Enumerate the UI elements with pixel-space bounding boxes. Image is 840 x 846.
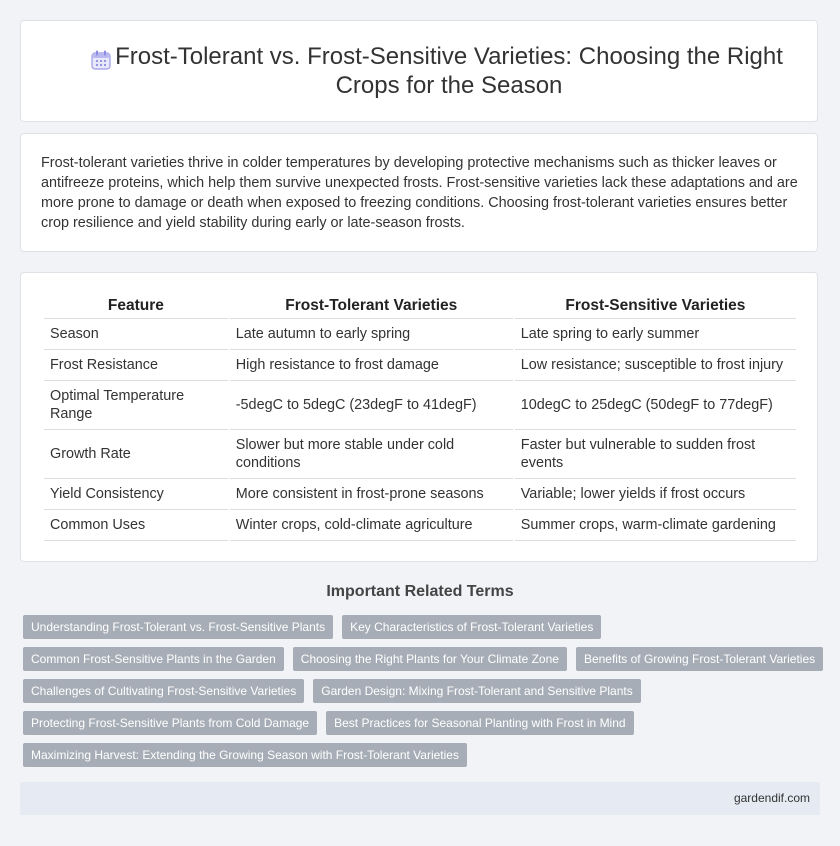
table-cell: Low resistance; susceptible to frost injury [515, 350, 796, 381]
table-cell: Late autumn to early spring [230, 319, 513, 350]
related-terms-list [23, 615, 823, 775]
header-feature: Feature [44, 292, 228, 319]
header-frost-tolerant: Frost-Tolerant Varieties [230, 292, 513, 319]
table-row [44, 510, 796, 541]
table-cell: High resistance to frost damage [230, 350, 513, 381]
related-term-link[interactable]: Benefits of Growing Frost-Tolerant Varieties [576, 647, 823, 671]
table-cell: Common Uses [44, 510, 228, 541]
header-frost-sensitive: Frost-Sensitive Varieties [515, 292, 796, 319]
table-cell: Variable; lower yields if frost occurs [515, 479, 796, 510]
table-cell: Season [44, 319, 228, 350]
intro-paragraph: Frost-tolerant varieties thrive in colder temperatures by developing protective mechanisms such as thicker leaves or antifreeze proteins, which help them survive unexpected frosts. Frost-sensitive varieties lack these adaptations and are more prone to damage or death when exposed to freezing conditions. Choosing frost-tolerant varieties ensures better crop resilience and yield stability during early or late-season frosts. [41, 155, 798, 231]
related-term-link[interactable]: Maximizing Harvest: Extending the Growing Season with Frost-Tolerant Varieties [23, 743, 467, 767]
table-cell: Slower but more stable under cold conditions [230, 430, 513, 479]
table-cell: Late spring to early summer [515, 319, 796, 350]
footer [20, 782, 820, 815]
table-cell: Yield Consistency [44, 479, 228, 510]
table-cell: More consistent in frost-prone seasons [230, 479, 513, 510]
table-cell: Summer crops, warm-climate gardening [515, 510, 796, 541]
related-term-link[interactable]: Understanding Frost-Tolerant vs. Frost-Sensitive Plants [23, 615, 333, 639]
table-cell: -5degC to 5degC (23degF to 41degF) [230, 381, 513, 430]
comparison-card [20, 272, 818, 562]
table-cell: 10degC to 25degC (50degF to 77degF) [515, 381, 796, 430]
intro-card [20, 133, 818, 252]
related-term-link[interactable]: Best Practices for Seasonal Planting with Frost in Mind [326, 711, 633, 735]
table-cell: Frost Resistance [44, 350, 228, 381]
table-row [44, 350, 796, 381]
page-title: Frost-Tolerant vs. Frost-Sensitive Varieties: Choosing the Right Crops for the Season [115, 43, 783, 99]
related-term-link[interactable]: Common Frost-Sensitive Plants in the Garden [23, 647, 284, 671]
header-card [20, 20, 818, 122]
table-row [44, 319, 796, 350]
related-term-link[interactable]: Garden Design: Mixing Frost-Tolerant and Sensitive Plants [313, 679, 640, 703]
table-row [44, 479, 796, 510]
related-term-link[interactable]: Choosing the Right Plants for Your Climate Zone [293, 647, 567, 671]
related-term-link[interactable]: Challenges of Cultivating Frost-Sensitive Varieties [23, 679, 304, 703]
table-cell: Growth Rate [44, 430, 228, 479]
related-term-link[interactable]: Key Characteristics of Frost-Tolerant Varieties [342, 615, 601, 639]
footer-site-name[interactable]: gardendif.com [733, 791, 810, 805]
table-cell: Winter crops, cold-climate agriculture [230, 510, 513, 541]
table-row [44, 381, 796, 430]
table-header-row [44, 292, 796, 319]
related-term-link[interactable]: Protecting Frost-Sensitive Plants from Cold Damage [23, 711, 317, 735]
table-cell: Faster but vulnerable to sudden frost events [515, 430, 796, 479]
comparison-table [42, 292, 798, 541]
table-row [44, 430, 796, 479]
table-cell: Optimal Temperature Range [44, 381, 228, 430]
related-terms-title: Important Related Terms [326, 583, 514, 600]
